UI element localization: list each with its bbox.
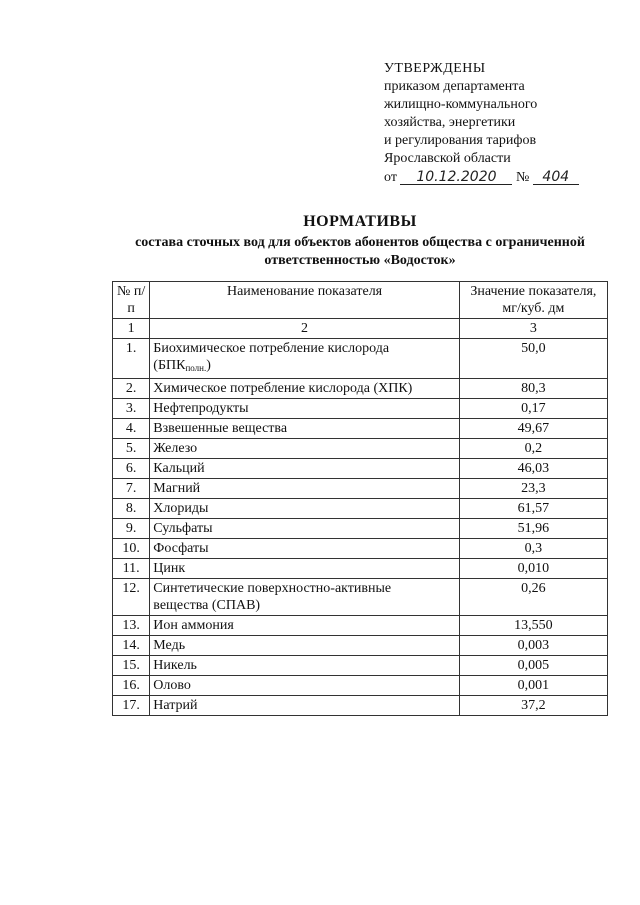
handwritten-number: 404 (533, 170, 579, 185)
number-label: № (515, 170, 530, 185)
approval-line: хозяйства, энергетики (384, 115, 516, 130)
approval-line: приказом департамента (384, 79, 525, 94)
row-name: Фосфаты (150, 539, 460, 559)
row-name: Натрий (150, 696, 460, 716)
row-num: 15. (113, 656, 150, 676)
subtitle-line: состава сточных вод для объектов абонентов общества с ограниченной (135, 235, 585, 250)
row-num: 14. (113, 636, 150, 656)
row-value: 51,96 (459, 519, 607, 539)
header-name: Наименование показателя (150, 282, 460, 319)
row-num: 8. (113, 499, 150, 519)
table-row (113, 519, 608, 539)
row-name: Медь (150, 636, 460, 656)
header-value: Значение показателя, мг/куб. дм (459, 282, 607, 319)
table-row (113, 539, 608, 559)
approval-block (384, 60, 624, 187)
row-num: 2. (113, 379, 150, 399)
table-header-row (113, 282, 608, 319)
table-row (113, 419, 608, 439)
table-row (113, 379, 608, 399)
table-row (113, 499, 608, 519)
row-value: 50,0 (459, 339, 607, 379)
row-num: 16. (113, 676, 150, 696)
from-label: от (384, 170, 397, 185)
table-row (113, 439, 608, 459)
row-name-part: (БПК (153, 358, 186, 373)
row-name-line: Биохимическое потребление кислорода (153, 341, 390, 356)
row-name: Ион аммония (150, 616, 460, 636)
index-cell: 3 (459, 319, 607, 339)
row-name: Кальций (150, 459, 460, 479)
row-name (150, 579, 460, 616)
table-row (113, 399, 608, 419)
row-num: 9. (113, 519, 150, 539)
row-value: 49,67 (459, 419, 607, 439)
row-num: 7. (113, 479, 150, 499)
row-name: Взвешенные вещества (150, 419, 460, 439)
document-subtitle (100, 234, 620, 270)
row-value: 37,2 (459, 696, 607, 716)
row-num: 12. (113, 579, 150, 616)
row-name: Хлориды (150, 499, 460, 519)
row-name: Олово (150, 676, 460, 696)
approval-title: УТВЕРЖДЕНЫ (384, 61, 486, 76)
row-value: 13,550 (459, 616, 607, 636)
row-value: 0,3 (459, 539, 607, 559)
table-row (113, 559, 608, 579)
header-num: № п/п (113, 282, 150, 319)
row-value: 23,3 (459, 479, 607, 499)
approval-date-row (384, 169, 624, 187)
row-num: 1. (113, 339, 150, 379)
row-name: Химическое потребление кислорода (ХПК) (150, 379, 460, 399)
row-num: 13. (113, 616, 150, 636)
handwritten-date: 10.12.2020 (400, 170, 512, 185)
row-value: 0,003 (459, 636, 607, 656)
row-name-line2: вещества (СПАВ) (153, 598, 261, 613)
approval-line: жилищно-коммунального (384, 97, 538, 112)
row-name (150, 339, 460, 379)
row-value: 0,010 (459, 559, 607, 579)
row-num: 17. (113, 696, 150, 716)
subtitle-line: ответственностью «Водосток» (264, 253, 456, 268)
table-row (113, 676, 608, 696)
table-index-row (113, 319, 608, 339)
row-num: 3. (113, 399, 150, 419)
row-value: 0,17 (459, 399, 607, 419)
row-name-line: Синтетические поверхностно-активные (153, 581, 392, 596)
row-value: 61,57 (459, 499, 607, 519)
table-row (113, 616, 608, 636)
table-row (113, 656, 608, 676)
row-value: 0,001 (459, 676, 607, 696)
table-row (113, 636, 608, 656)
row-value: 46,03 (459, 459, 607, 479)
index-cell: 1 (113, 319, 150, 339)
row-name: Нефтепродукты (150, 399, 460, 419)
row-name-subscript: полн. (185, 363, 207, 373)
table-row (113, 696, 608, 716)
row-value: 80,3 (459, 379, 607, 399)
row-name: Цинк (150, 559, 460, 579)
table-row (113, 579, 608, 616)
row-value: 0,005 (459, 656, 607, 676)
table-row (113, 459, 608, 479)
row-num: 4. (113, 419, 150, 439)
row-value: 0,2 (459, 439, 607, 459)
row-num: 11. (113, 559, 150, 579)
row-num: 5. (113, 439, 150, 459)
row-value: 0,26 (459, 579, 607, 616)
index-cell: 2 (150, 319, 460, 339)
row-name-line2 (153, 357, 456, 377)
norms-table (112, 281, 608, 716)
row-name: Магний (150, 479, 460, 499)
approval-line: и регулирования тарифов (384, 133, 537, 148)
row-num: 10. (113, 539, 150, 559)
row-num: 6. (113, 459, 150, 479)
table-row (113, 339, 608, 379)
table-row (113, 479, 608, 499)
document-title: НОРМАТИВЫ (303, 213, 417, 230)
row-name: Никель (150, 656, 460, 676)
row-name: Сульфаты (150, 519, 460, 539)
row-name-part: ) (206, 358, 211, 373)
row-name: Железо (150, 439, 460, 459)
approval-line: Ярославской области (384, 151, 511, 166)
